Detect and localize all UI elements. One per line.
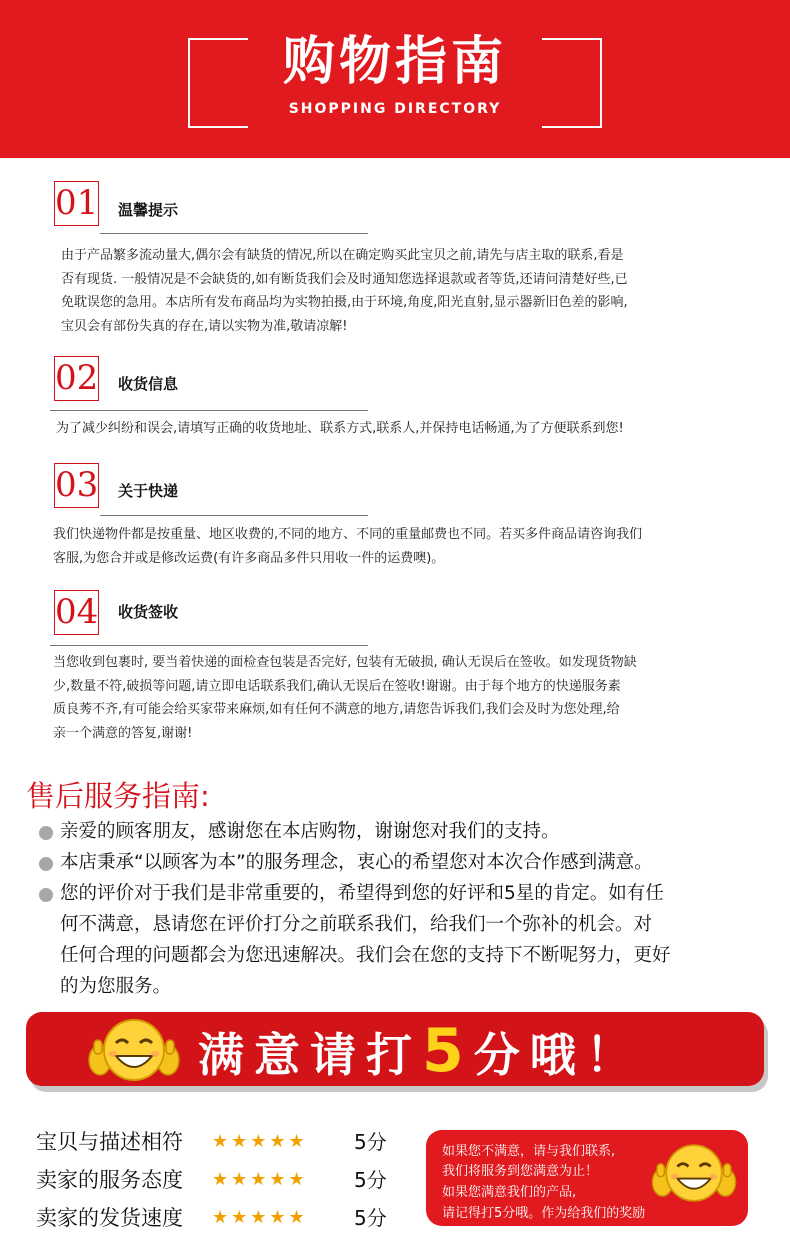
section-divider	[50, 410, 368, 411]
rating-row	[36, 1164, 396, 1196]
section-number: 03	[54, 463, 99, 508]
section-number: 04	[54, 590, 99, 635]
section-title: 收货签收	[118, 603, 179, 621]
section-title: 温馨提示	[118, 201, 179, 219]
smiley-thumbs-up-icon	[648, 1136, 740, 1210]
section-body: 由于产品繁多流动量大,偶尔会有缺货的情况,所以在确定购买此宝贝之前,请先与店主取的联系,看是 否有现货. 一般情况是不会缺货的,如有断货我们会及时通知您选择退款或者等货,还请问清楚好些,已 免耽误您的急用。本店所有发布商品均为实物拍摄,由于环境,角度,阳光直射,显示器新旧色差的影响, 宝贝会有部份失真的存在,请以实物为准,敬请凉解!	[61, 248, 628, 334]
page-subtitle: SHOPPING DIRECTORY	[288, 101, 502, 117]
bullet-dot-icon	[39, 826, 53, 840]
section-body: 当您收到包裹时, 要当着快递的面检查包装是否完好, 包装有无破损, 确认无误后在签收。如发现货物缺 少,数量不符,破损等问题,请立即电话联系我们,确认无误后在签收!谢谢。由于每个地方的快递服务素 质良莠不齐,有可能会给买家带来麻烦,如有任何不满意的地方,请您告诉我们,我们会及时为您处理,给 亲一个满意的答复,谢谢!	[53, 655, 637, 741]
section-title: 关于快递	[118, 482, 179, 500]
section-body: 我们快递物件都是按重量、地区收费的,不同的地方、不同的重量邮费也不同。若买多件商品请咨询我们 客服,为您合并或是修改运费(有许多商品多件只用收一件的运费噢)。	[53, 527, 643, 566]
rating-row	[36, 1202, 396, 1234]
bullet-dot-icon	[39, 857, 53, 871]
list-item: 您的评价对于我们是非常重要的，希望得到您的好评和5星的肯定。如有任 何不满意，恳请您在评价打分之前联系我们，给我们一个弥补的机会。对 任何合理的问题都会为您迅速解决。我们会在您的支持下不断呢努力，更好 的为您服务。	[36, 878, 776, 1002]
promo-line: 我们将服务到您满意为止！	[442, 1164, 599, 1179]
section-body: 为了减少纠纷和误会,请填写正确的收货地址、联系方式,联系人,并保持电话畅通,为了方便联系到您!	[56, 421, 624, 436]
section-number: 01	[54, 181, 99, 226]
banner-five: 5	[422, 1016, 474, 1086]
star-icon: ★★★★★	[212, 1207, 308, 1228]
section-title: 收货信息	[118, 375, 179, 393]
after-sales-list	[36, 816, 776, 1002]
smiley-thumbs-up-icon	[86, 1010, 182, 1090]
section-number: 02	[54, 356, 99, 401]
rating-score: 5分	[354, 1130, 387, 1154]
header-banner	[0, 0, 790, 158]
rating-label: 卖家的服务态度	[36, 1168, 183, 1192]
star-icon: ★★★★★	[212, 1131, 308, 1152]
promo-line: 如果您满意我们的产品,	[442, 1185, 577, 1200]
rating-label: 卖家的发货速度	[36, 1206, 183, 1230]
section-divider	[50, 645, 368, 646]
rating-score: 5分	[354, 1206, 387, 1230]
bullet-dot-icon	[39, 888, 53, 902]
section-divider	[100, 515, 368, 516]
promo-line: 如果您不满意，请与我们联系,	[442, 1144, 616, 1159]
page-title: 购物指南	[282, 32, 507, 92]
banner-text: 满意请打5分哦！	[198, 1016, 642, 1086]
rating-row	[36, 1126, 396, 1158]
list-item: 本店秉承“以顾客为本”的服务理念，衷心的希望您对本次合作感到满意。	[36, 847, 776, 878]
section-divider	[100, 233, 368, 234]
list-item: 亲爱的顾客朋友，感谢您在本店购物，谢谢您对我们的支持。	[36, 816, 776, 847]
rating-score: 5分	[354, 1168, 387, 1192]
after-sales-title: 售后服务指南:	[26, 779, 210, 813]
rating-label: 宝贝与描述相符	[36, 1130, 183, 1154]
promo-line: 请记得打5分哦。作为给我们的奖励	[442, 1206, 646, 1221]
star-icon: ★★★★★	[212, 1169, 308, 1190]
